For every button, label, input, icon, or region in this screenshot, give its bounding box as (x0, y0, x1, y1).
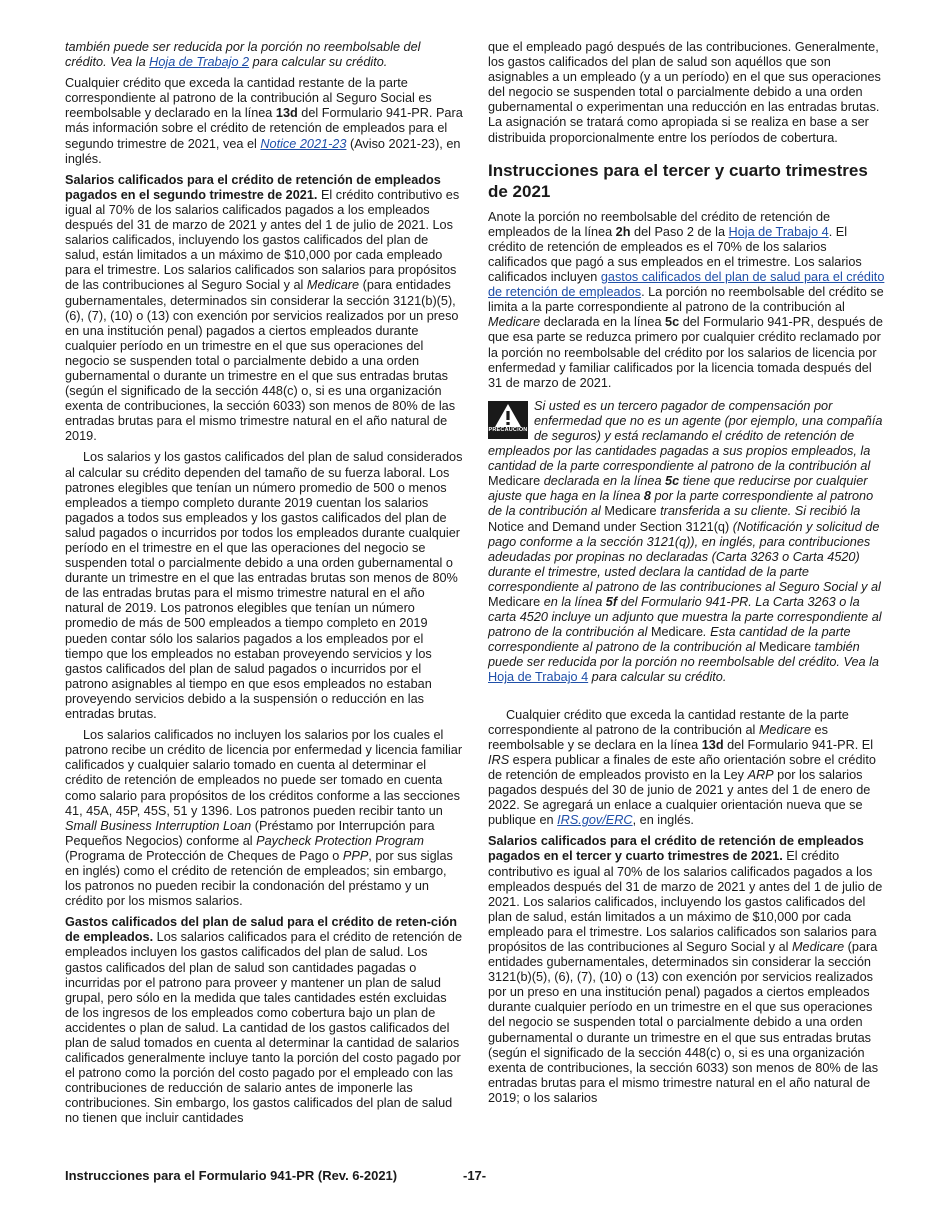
worksheet-4-link[interactable]: Hoja de Trabajo 4 (728, 224, 829, 239)
irs-erc-link[interactable]: IRS.gov/ERC (557, 813, 633, 828)
caution-box (488, 399, 886, 686)
page-number: -17- (463, 1168, 487, 1183)
left-paragraph-3: Salarios calificados para el crédito de retención de empleados pagados en el segundo trimestre de 2021. El crédito contributivo es igual al 70% de los salarios calificados pagados a los empleados después del 31 de marzo de 2021 y antes del 1 de julio de 2021. Los salarios calificados, incluyendo los gastos calificados del plan de salud, están limitados a un máximo de $10,000 por cada empleado para el trimestre. Los salarios calificados son salarios para propósitos de las contribuciones al Seguro Social y al Medicare (para entidades gubernamentales, determinados sin considerar la sección 3121(b)(5), (6), (7), (10) o (13) con exención por servicios realizados por un preso en una institución penal) pagados a ciertos empleados durante cualquier período en un trimestre en el que sus operaciones del negocio se suspenden total o parcialmente debido a una orden gubernamental o durante un trimestre en el que sus entradas brutas (según el significado de la sección 448(c) o, si es una organización exenta de contribuciones, la sección 6033) son menos de 80% de las entradas brutas para el mismo trimestre natural en el año natural de 2019. (65, 172, 460, 444)
left-column (65, 40, 463, 1133)
caution-label: PRECAUCION (488, 426, 528, 433)
caution-text: Si usted es un tercero pagador de compensación por enfermedad que no es un agente (por ejemplo, una compañía de seguros) y está reclamando el crédito de retención de empleados por las cantidades pagadas a sus propios empleados, la cantidad de la parte correspondiente al patrono de la contribución al Medicare declarada en la línea 5c tiene que reducirse por cualquier ajuste que haga en la línea 8 por la parte correspondiente al patrono de la contribución al Medicare transferida a su cliente. Si recibió la Notice and Demand under Section 3121(q) (Notificación y solicitud de pago conforme a la sección 3121(q)), en inglés, para contribuciones adeudadas por propinas no declaradas (Carta 3263 o Carta 4520) durante el trimestre, usted declara la cantidad de la parte correspondiente al patrono de las contribuciones al Seguro Social y al Medicare en la línea 5f del Formulario 941-PR. La Carta 3263 o la carta 4520 incluye un adjunto que muestra la parte correspondiente al patrono de la contribución al Medicare. Esta cantidad de la parte correspondiente al patrono de la contribución al Medicare también puede ser reducida por la porción no reembolsable del crédito. Vea la Hoja de Trabajo 4 para calcular su crédito. (488, 398, 883, 685)
caution-warning-icon (488, 401, 528, 439)
health-plan-expenses-heading: Gastos calificados del plan de salud para el crédito de reten-ción de empleados. (65, 915, 458, 945)
left-paragraph-4: Los salarios y los gastos calificados del plan de salud considerados al calcular su crédito dependen del tamaño de su fuerza laboral. Los patrones elegibles que tenían un número promedio de 500 o menos empleados a tiempo completo durante 2019 cuentan los salarios pagados a todos sus empleados y los gastos calificados del plan de salud pagados o incurridos por todos los empleados durante cualquier período en el trimestre en el que las operaciones del negocio se suspenden total o parcialmente debido a una orden gubernamental o durante un trimestre en el que las entradas brutas son menos de 80% de las entradas brutas para el mismo trimestre natural en el año natural de 2019. Los patronos elegibles que tenían un número promedio de más de 500 empleados a tiempo completo en 2019 pueden contar sólo los salarios pagados a los empleados por el tiempo que los empleados no estaban proveyendo servicios y los gastos calificados del plan de salud pagados o incurridos por el patrono asignables al tiempo en que esos empleados no estaban proveyendo servicios debido a la suspensión o reducción en las entradas brutas. (65, 450, 463, 722)
right-paragraph-3: Cualquier crédito que exceda la cantidad restante de la parte correspondiente al patrono de la contribución al Medicare es reembolsable y se declara en la línea 13d del Formulario 941-PR. El IRS espera publicar a finales de este año orientación sobre el crédito de retención de empleados provisto en la Ley ARP por los salarios pagados después del 30 de junio de 2021 y antes del 1 de enero de 2022. Se agregará un enlace a cualquier orientación nueva que se publique en IRS.gov/ERC, en inglés. (488, 707, 876, 828)
notice-2021-23-link[interactable]: Notice 2021-23 (260, 136, 347, 151)
right-paragraph-2: Anote la porción no reembolsable del crédito de retención de empleados de la línea 2h del Paso 2 de la Hoja de Trabajo 4. El crédito de retención de empleados es el 70% de los salarios calificados que pagó a sus empleados en el trimestre. Los salarios calificados incluyen gastos calificados del plan de salud para el crédito de retención de empleados. La porción no reembolsable del crédito se limita a la parte correspondiente al patrono de la contribución al Medicare declarada en la línea 5c del Formulario 941-PR, después de que esa parte se reduzca primero por cualquier crédito reclamado por la porción no reembolsable del crédito por los salarios de licencia por enfermedad y familiar calificados por la licencia tomada después del 31 de marzo de 2021. (488, 209, 885, 390)
second-quarter-wages-heading: Salarios calificados para el crédito de retención de empleados pagados en el segundo trimestre de 2021. (65, 172, 441, 202)
right-column (488, 40, 886, 1112)
left-paragraph-2: Cualquier crédito que exceda la cantidad restante de la parte correspondiente al patrono de la contribución al Seguro Social es reembolsable y declarado en la línea 13d del Formulario 941-PR. Para más información sobre el crédito de retención de empleados para el segundo trimestre de 2021, vea el Notice 2021-23 (Aviso 2021-23), en inglés. (65, 76, 463, 166)
page-footer (65, 1168, 885, 1183)
worksheet-4-link-caution[interactable]: Hoja de Trabajo 4 (488, 670, 589, 685)
worksheet-2-link[interactable]: Hoja de Trabajo 2 (149, 55, 250, 70)
third-fourth-quarter-heading: Instrucciones para el tercer y cuarto trimestres de 2021 (488, 160, 868, 201)
right-paragraph-4: Salarios calificados para el crédito de retención de empleados pagados en el tercer y cuarto trimestres de 2021. El crédito contributivo es igual al 70% de los salarios calificados pagados a los empleados después del 31 de marzo de 2021 y antes del 1 de julio de 2021. Los salarios calificados, incluyendo los gastos calificados del plan de salud, están limitados a un máximo de $10,000 por cada empleado para el trimestre. Los salarios calificados son salarios para propósitos de las contribuciones al Seguro Social y al Medicare (para entidades gubernamentales, determinados sin considerar la sección 3121(b)(5), (6), (7), (10) o (13) con exención por servicios realizados por un preso en una institución penal) pagados a ciertos empleados durante cualquier período en un trimestre en el que sus operaciones del negocio se suspenden total o parcialmente debido a una orden gubernamental o durante un trimestre en el que sus entradas brutas (según el significado de la sección 448(c) o, si es una organización exenta de contribuciones, la sección 6033) son menos de 80% de las entradas brutas para el mismo trimestre natural en el año natural de 2019; o los salarios (488, 834, 883, 1105)
footer-title: Instrucciones para el Formulario 941-PR (Rev. 6-2021) (65, 1168, 398, 1183)
third-fourth-quarter-wages-heading: Salarios calificados para el crédito de retención de empleados pagados en el tercer y cuarto trimestres de 2021. (488, 834, 864, 864)
right-paragraph-1: que el empleado pagó después de las contribuciones. Generalmente, los gastos calificados del plan de salud son aquéllos que son asignables a un empleado (y a un período) en el que sus operaciones del negocio se suspenden total o parcialmente debido a una orden gubernamental o experimentan una reducción en las entradas brutas. La asignación se tratará como apropiada si se realiza en base a ser distribuida proporcionalmente entre los períodos de cobertura. (488, 40, 881, 145)
left-paragraph-1: también puede ser reducida por la porción no reembolsable del crédito. Vea la Hoja de Trabajo 2 para calcular su crédito. (65, 40, 421, 70)
left-paragraph-5: Los salarios calificados no incluyen los salarios por los cuales el patrono recibe un crédito de licencia por enfermedad y licencia familiar calificados y cualquier salario tomado en cuenta al determinar el crédito de retención de empleados no puede ser tomado en cuenta como salario para propósitos de los créditos conforme a las secciones 41, 45A, 45P, 45S, 51 y 1396. Los patronos pueden recibir tanto un Small Business Interruption Loan (Préstamo por Interrupción para Pequeños Negocios) conforme al Paycheck Protection Program (Programa de Protección de Cheques de Pago o PPP, por sus siglas en inglés) como el crédito de retención de empleados; sin embargo, los patronos no pueden recibir la condonación del préstamo y un crédito por los mismos salarios. (65, 728, 463, 909)
health-plan-expenses-link[interactable]: gastos calificados del plan de salud para el crédito de retención de empleados (488, 270, 885, 300)
left-paragraph-6: Gastos calificados del plan de salud para el crédito de reten-ción de empleados. Los salarios calificados para el crédito de retención de empleados incluyen los gastos calificados del plan de salud. Los gastos calificados del plan de salud son cantidades pagadas o incurridas por el patrono para proveer y mantener un plan de salud grupal, pero sólo en la medida que tales cantidades estén excluidas de los ingresos de los empleados como cobertura bajo un plan de accidentes o plan de salud. La cantidad de los gastos calificados del plan de salud tomados en cuenta al determinar la cantidad de salarios calificados generalmente incluye tanto la porción del costo pagado por el patrono como la porción del costo pagado por el empleado con las contribuciones de reducción de salario antes de imponerle las contribuciones. Sin embargo, los gastos calificados del plan de salud no tienen que incluir cantidades (65, 915, 463, 1126)
